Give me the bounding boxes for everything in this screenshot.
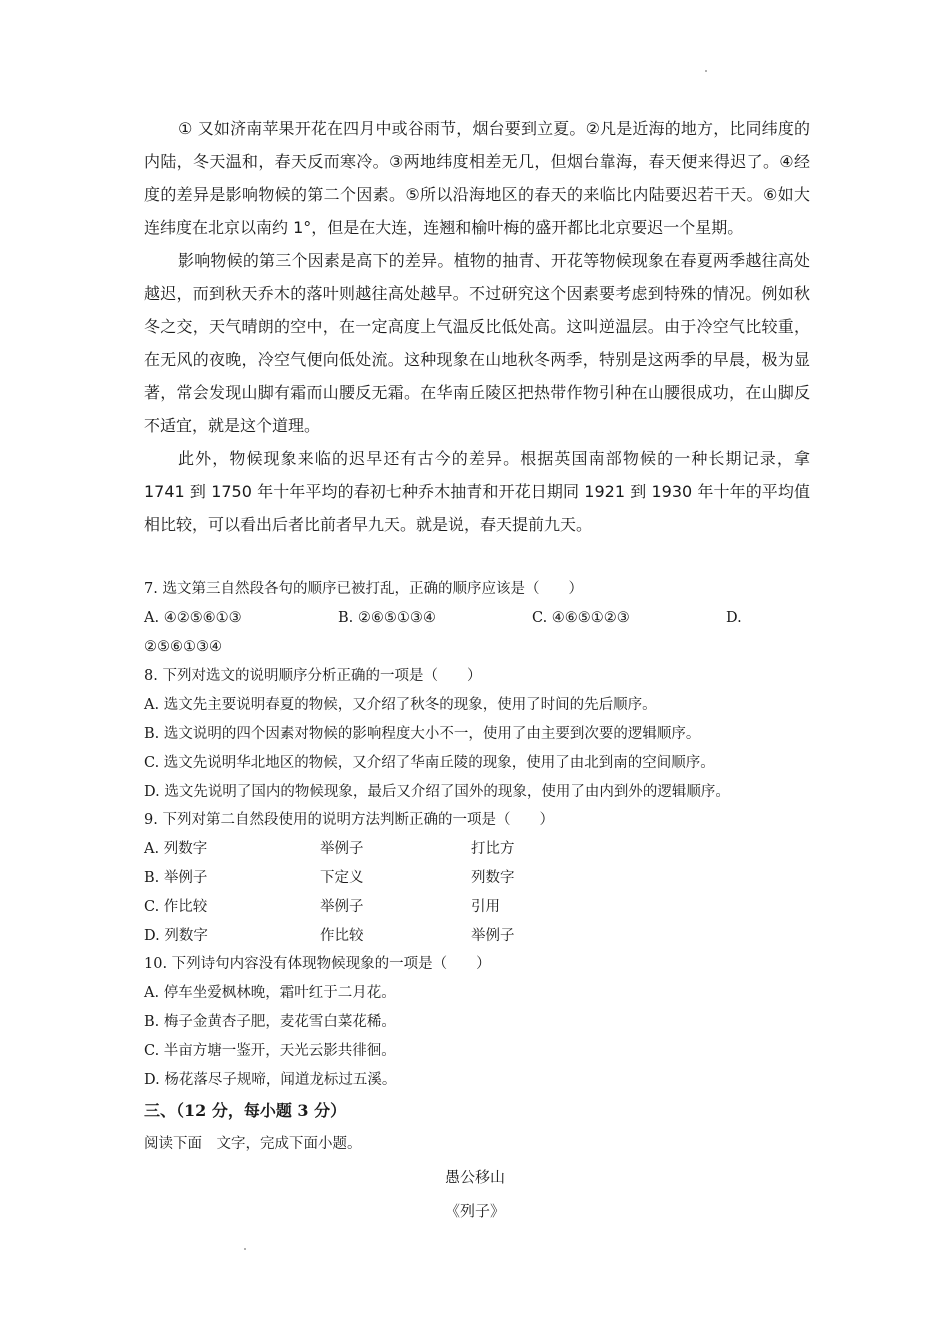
option-d-text: ②⑤⑥①③④ <box>144 639 222 655</box>
question-7 <box>144 575 834 662</box>
option-text: 举例子 <box>471 928 515 944</box>
option-text: C. 作比较 <box>144 899 208 915</box>
option-b: B. 选文说明的四个因素对物候的影响程度大小不一，使用了由主要到次要的逻辑顺序。 <box>144 726 701 742</box>
option-d: D. 选文先说明了国内的物候现象，最后又介绍了国外的现象，使用了由内到外的逻辑顺序。 <box>144 784 730 800</box>
option-c: C. 选文先说明华北地区的物候，又介绍了华南丘陵的现象，使用了由北到南的空间顺序。 <box>144 755 715 771</box>
article-source: 《列子》 <box>444 1202 505 1220</box>
option-text: 打比方 <box>471 841 515 857</box>
option-text: B. 举例子 <box>144 870 208 886</box>
option-text: 举例子 <box>320 899 364 915</box>
option-row <box>144 604 834 633</box>
option-a <box>144 835 834 864</box>
option-c: C. ④⑥⑤①②③ <box>532 610 630 626</box>
passage-paragraph-5: 此外，物候现象来临的迟早还有古今的差异。根据英国南部物候的一种长期记录，拿 1741 到 1750 年十年平均的春初七种乔木抽青和开花日期同 1921 到 1930 年十年的平均值相比较，可以看出后者比前者早九天。就是说，春天提前九天。 <box>144 449 810 534</box>
option-a: A. 选文先主要说明春夏的物候，又介绍了秋冬的现象，使用了时间的先后顺序。 <box>144 697 657 713</box>
option-text: 引用 <box>471 899 500 915</box>
reading-passage <box>144 112 810 541</box>
question-9 <box>144 806 834 951</box>
option-d <box>144 922 834 951</box>
option-b: B. 梅子金黄杏子肥，麦花雪白菜花稀。 <box>144 1014 396 1030</box>
option-text: 下定义 <box>320 870 364 886</box>
question-8 <box>144 662 834 807</box>
section-instruction: 阅读下面 文字，完成下面小题。 <box>144 1136 362 1152</box>
option-text: 作比较 <box>320 928 364 944</box>
option-text: 举例子 <box>320 841 364 857</box>
option-b <box>144 864 834 893</box>
scan-dot <box>705 70 707 72</box>
question-stem: 8. 下列对选文的说明顺序分析正确的一项是（ ） <box>144 668 482 684</box>
article-title: 愚公移山 <box>444 1168 505 1186</box>
question-stem: 10. 下列诗句内容没有体现物候现象的一项是（ ） <box>144 956 491 972</box>
question-10 <box>144 950 834 1095</box>
passage-paragraph-4: 影响物候的第三个因素是高下的差异。植物的抽青、开花等物候现象在春夏两季越往高处越迟，而到秋天乔木的落叶则越往高处越早。不过研究这个因素要考虑到特殊的情况。例如秋冬之交，天气晴朗的空中，在一定高度上气温反比低处高。这叫逆温层。由于冷空气比较重，在无风的夜晚，冷空气便向低处流。这种现象在山地秋冬两季，特别是这两季的早晨，极为显著，常会发现山脚有霜而山腰反无霜。在华南丘陵区把热带作物引种在山腰很成功，在山脚反不适宜，就是这个道理。 <box>144 251 810 435</box>
question-stem: 7. 选文第三自然段各句的顺序已被打乱，正确的顺序应该是（ ） <box>144 581 583 597</box>
section-heading: 三、（12 分，每小题 3 分） <box>144 1101 347 1120</box>
option-text: 列数字 <box>471 870 515 886</box>
passage-paragraph-3: ① 又如济南苹果开花在四月中或谷雨节，烟台要到立夏。②凡是近海的地方，比同纬度的内陆，冬天温和，春天反而寒冷。③两地纬度相差无几，但烟台靠海，春天便来得迟了。④经度的差异是影响物候的第二个因素。⑤所以沿海地区的春天的来临比内陆要迟若干天。⑥如大连纬度在北京以南约 1°，但是在大连，连翘和榆叶梅的盛开都比北京要迟一个星期。 <box>144 119 810 237</box>
option-b: B. ②⑥⑤①③④ <box>338 610 436 626</box>
scan-dot <box>244 1248 246 1250</box>
option-text: D. 列数字 <box>144 928 208 944</box>
option-d-label: D. <box>726 610 742 626</box>
option-c: C. 半亩方塘一鉴开，天光云影共徘徊。 <box>144 1043 396 1059</box>
option-text: A. 列数字 <box>144 841 208 857</box>
option-a: A. ④②⑤⑥①③ <box>144 610 242 626</box>
option-a: A. 停车坐爱枫林晚，霜叶红于二月花。 <box>144 985 396 1001</box>
option-d: D. 杨花落尽子规啼，闻道龙标过五溪。 <box>144 1072 397 1088</box>
question-stem: 9. 下列对第二自然段使用的说明方法判断正确的一项是（ ） <box>144 812 554 828</box>
option-c <box>144 893 834 922</box>
